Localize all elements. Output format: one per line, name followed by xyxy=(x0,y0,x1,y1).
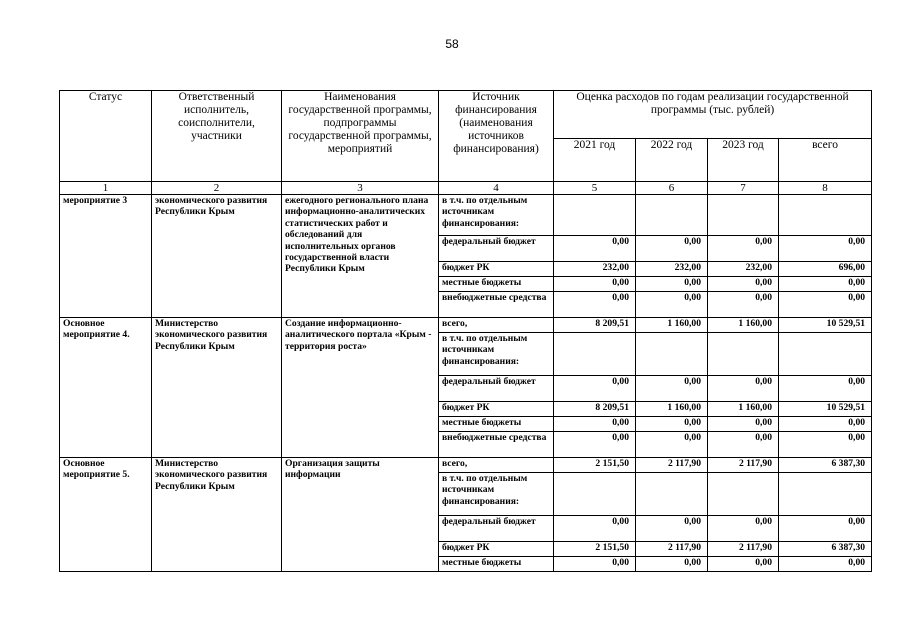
value-total-cell: 6 387,30 xyxy=(779,458,872,473)
value-total-cell: 0,00 xyxy=(779,417,872,432)
value-2023-cell: 1 160,00 xyxy=(708,318,779,333)
value-2022-cell: 2 117,90 xyxy=(636,458,708,473)
value-2021-cell: 232,00 xyxy=(554,262,636,277)
value-2023-cell: 0,00 xyxy=(708,516,779,542)
table-row xyxy=(60,318,872,333)
value-2022-cell: 0,00 xyxy=(636,432,708,458)
value-2021-cell: 0,00 xyxy=(554,557,636,572)
value-2023-cell: 2 117,90 xyxy=(708,542,779,557)
value-2021-cell: 2 151,50 xyxy=(554,458,636,473)
value-2022-cell: 0,00 xyxy=(636,516,708,542)
value-total-cell: 10 529,51 xyxy=(779,318,872,333)
column-number: 1 xyxy=(60,182,152,195)
value-total-cell xyxy=(779,195,872,236)
budget-table xyxy=(59,90,872,572)
value-2021-cell: 0,00 xyxy=(554,292,636,318)
responsible-cell: Министерство экономического развития Республики Крым xyxy=(152,318,282,458)
funding-source-cell: бюджет РК xyxy=(439,262,554,277)
measure-name-cell: ежегодного регионального плана информационно-аналитических статистических работ и обследований для исполнительных органов государственной власти Республики Крым xyxy=(282,195,439,318)
value-2022-cell: 0,00 xyxy=(636,417,708,432)
value-2023-cell: 0,00 xyxy=(708,277,779,292)
value-2021-cell: 0,00 xyxy=(554,516,636,542)
value-2022-cell: 1 160,00 xyxy=(636,318,708,333)
column-numbers-row xyxy=(60,182,872,195)
value-2022-cell xyxy=(636,195,708,236)
column-number: 6 xyxy=(636,182,708,195)
value-2021-cell: 8 209,51 xyxy=(554,402,636,417)
value-2021-cell xyxy=(554,333,636,376)
funding-source-cell: в т.ч. по отдельным источникам финансирования: xyxy=(439,473,554,516)
funding-source-cell: федеральный бюджет xyxy=(439,376,554,402)
value-2023-cell: 1 160,00 xyxy=(708,402,779,417)
value-2021-cell: 0,00 xyxy=(554,236,636,262)
value-2021-cell: 2 151,50 xyxy=(554,542,636,557)
header-responsible: Ответственный исполнитель, соисполнители, участники xyxy=(152,91,282,182)
column-number: 8 xyxy=(779,182,872,195)
value-2023-cell xyxy=(708,195,779,236)
header-names: Наименования государственной программы, подпрограммы государственной программы, мероприятий xyxy=(282,91,439,182)
value-2022-cell: 2 117,90 xyxy=(636,542,708,557)
column-number: 3 xyxy=(282,182,439,195)
funding-source-cell: федеральный бюджет xyxy=(439,516,554,542)
value-2022-cell: 0,00 xyxy=(636,277,708,292)
value-total-cell xyxy=(779,473,872,516)
value-total-cell: 0,00 xyxy=(779,277,872,292)
status-cell: Основное мероприятие 5. xyxy=(60,458,152,572)
responsible-cell: Министерство экономического развития Республики Крым xyxy=(152,458,282,572)
funding-source-cell: бюджет РК xyxy=(439,542,554,557)
value-total-cell: 6 387,30 xyxy=(779,542,872,557)
value-2023-cell: 0,00 xyxy=(708,236,779,262)
funding-source-cell: местные бюджеты xyxy=(439,417,554,432)
value-total-cell xyxy=(779,333,872,376)
column-number: 5 xyxy=(554,182,636,195)
funding-source-cell: местные бюджеты xyxy=(439,557,554,572)
value-total-cell: 0,00 xyxy=(779,292,872,318)
value-total-cell: 0,00 xyxy=(779,432,872,458)
value-total-cell: 10 529,51 xyxy=(779,402,872,417)
column-number: 4 xyxy=(439,182,554,195)
value-2021-cell: 0,00 xyxy=(554,417,636,432)
value-2022-cell xyxy=(636,473,708,516)
value-2022-cell: 232,00 xyxy=(636,262,708,277)
value-2023-cell: 0,00 xyxy=(708,417,779,432)
value-2022-cell xyxy=(636,333,708,376)
funding-source-cell: внебюджетные средства xyxy=(439,292,554,318)
value-2023-cell: 232,00 xyxy=(708,262,779,277)
value-total-cell: 0,00 xyxy=(779,557,872,572)
funding-source-cell: бюджет РК xyxy=(439,402,554,417)
value-2022-cell: 1 160,00 xyxy=(636,402,708,417)
funding-source-cell: всего, xyxy=(439,458,554,473)
value-total-cell: 696,00 xyxy=(779,262,872,277)
value-2022-cell: 0,00 xyxy=(636,236,708,262)
value-2023-cell xyxy=(708,473,779,516)
funding-source-cell: всего, xyxy=(439,318,554,333)
header-year-2023: 2023 год xyxy=(708,139,779,182)
value-2023-cell: 0,00 xyxy=(708,292,779,318)
value-2022-cell: 0,00 xyxy=(636,376,708,402)
value-2021-cell: 0,00 xyxy=(554,277,636,292)
funding-source-cell: внебюджетные средства xyxy=(439,432,554,458)
header-year-2022: 2022 год xyxy=(636,139,708,182)
value-2023-cell: 0,00 xyxy=(708,557,779,572)
page-number: 58 xyxy=(445,37,459,51)
value-2021-cell xyxy=(554,195,636,236)
table-body xyxy=(60,195,872,572)
header-status: Статус xyxy=(60,91,152,182)
value-2021-cell: 0,00 xyxy=(554,376,636,402)
value-2023-cell: 2 117,90 xyxy=(708,458,779,473)
responsible-cell: экономического развития Республики Крым xyxy=(152,195,282,318)
value-total-cell: 0,00 xyxy=(779,516,872,542)
value-total-cell: 0,00 xyxy=(779,376,872,402)
table-row xyxy=(60,458,872,473)
header-source: Источник финансирования (наименования источников финансирования) xyxy=(439,91,554,182)
value-2021-cell: 8 209,51 xyxy=(554,318,636,333)
funding-source-cell: федеральный бюджет xyxy=(439,236,554,262)
status-cell: мероприятие 3 xyxy=(60,195,152,318)
value-2023-cell xyxy=(708,333,779,376)
header-total: всего xyxy=(779,139,872,182)
status-cell: Основное мероприятие 4. xyxy=(60,318,152,458)
funding-source-cell: в т.ч. по отдельным источникам финансирования: xyxy=(439,195,554,236)
value-2022-cell: 0,00 xyxy=(636,292,708,318)
funding-source-cell: местные бюджеты xyxy=(439,277,554,292)
value-2023-cell: 0,00 xyxy=(708,376,779,402)
header-estimate: Оценка расходов по годам реализации государственной программы (тыс. рублей) xyxy=(554,91,872,139)
header-year-2021: 2021 год xyxy=(554,139,636,182)
value-total-cell: 0,00 xyxy=(779,236,872,262)
measure-name-cell: Создание информационно-аналитического портала «Крым - территория роста» xyxy=(282,318,439,458)
value-2021-cell xyxy=(554,473,636,516)
funding-source-cell: в т.ч. по отдельным источникам финансирования: xyxy=(439,333,554,376)
value-2022-cell: 0,00 xyxy=(636,557,708,572)
measure-name-cell: Организация защиты информации xyxy=(282,458,439,572)
table-row xyxy=(60,195,872,236)
column-number: 7 xyxy=(708,182,779,195)
value-2023-cell: 0,00 xyxy=(708,432,779,458)
column-number: 2 xyxy=(152,182,282,195)
value-2021-cell: 0,00 xyxy=(554,432,636,458)
